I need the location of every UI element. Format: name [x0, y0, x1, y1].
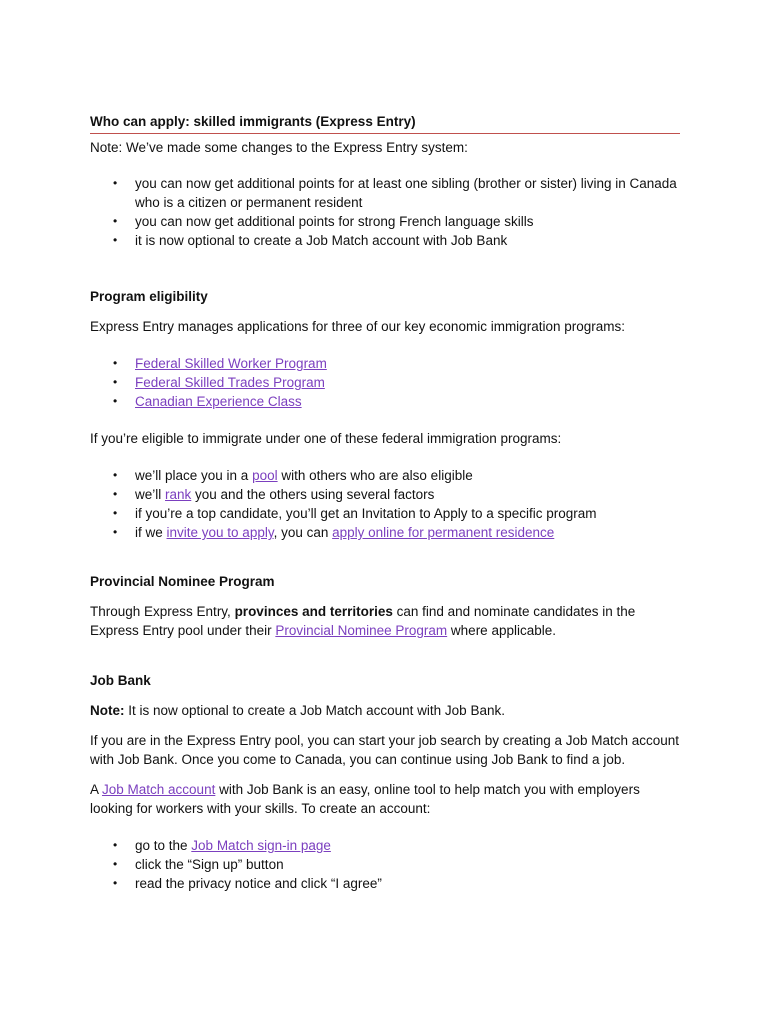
title-block — [90, 112, 680, 134]
list-item — [90, 523, 680, 542]
list-item — [90, 392, 680, 411]
bullet-icon: • — [113, 375, 118, 389]
jobbank-paragraph-2 — [90, 780, 680, 818]
bullet-icon: • — [113, 506, 118, 520]
bullet-icon: • — [113, 233, 118, 247]
list-item — [90, 373, 680, 392]
link-invite-you-to-apply[interactable]: invite you to apply — [166, 525, 274, 540]
pnp-heading: Provincial Nominee Program — [90, 574, 275, 589]
text-segment: It is now optional to create a Job Match account with Job Bank. — [124, 703, 505, 718]
list-item — [90, 836, 680, 855]
bullet-icon: • — [113, 487, 118, 501]
link-federal-skilled-worker[interactable]: Federal Skilled Worker Program — [135, 356, 327, 371]
link-canadian-experience-class[interactable]: Canadian Experience Class — [135, 394, 302, 409]
link-federal-skilled-trades[interactable]: Federal Skilled Trades Program — [135, 375, 325, 390]
jobbank-heading: Job Bank — [90, 673, 151, 688]
link-job-match-sign-in[interactable]: Job Match sign-in page — [191, 838, 331, 853]
text-segment: can find and nominate candidates in the Express Entry pool under their — [90, 604, 636, 638]
list-item-text: click the “Sign up” button — [135, 857, 284, 872]
bullet-icon: • — [113, 525, 118, 539]
text-segment: , you can — [273, 525, 333, 540]
list-item-text: it is now optional to create a Job Match account with Job Bank — [135, 233, 508, 248]
bullet-icon: • — [113, 857, 118, 871]
text-segment: if we — [135, 525, 167, 540]
link-provincial-nominee-program[interactable]: Provincial Nominee Program — [275, 623, 448, 638]
document-page — [90, 112, 680, 893]
list-item — [90, 466, 680, 485]
list-item — [90, 212, 680, 231]
bullet-icon: • — [113, 468, 118, 482]
bullet-icon: • — [113, 356, 118, 370]
list-item — [90, 485, 680, 504]
list-item — [90, 504, 680, 523]
list-item-text: read the privacy notice and click “I agree” — [135, 876, 382, 891]
eligibility-heading: Program eligibility — [90, 289, 208, 304]
pnp-paragraph — [90, 602, 680, 640]
jobbank-steps-list — [90, 836, 680, 893]
bold-text: provinces and territories — [234, 604, 393, 619]
link-job-match-account[interactable]: Job Match account — [102, 782, 216, 797]
page-title: Who can apply: skilled immigrants (Express Entry) — [90, 114, 416, 129]
link-rank[interactable]: rank — [165, 487, 192, 502]
bullet-icon: • — [113, 394, 118, 408]
list-item — [90, 874, 680, 893]
text-segment: we’ll place you in a — [135, 468, 253, 483]
bullet-icon: • — [113, 214, 118, 228]
text-segment: we’ll — [135, 487, 166, 502]
list-item — [90, 231, 680, 250]
link-apply-online-permanent-residence[interactable]: apply online for permanent residence — [332, 525, 555, 540]
programs-list — [90, 354, 680, 411]
text-segment: with others who are also eligible — [277, 468, 473, 483]
note-label: Note: — [90, 703, 125, 718]
link-pool[interactable]: pool — [252, 468, 278, 483]
list-item-text: you can now get additional points for strong French language skills — [135, 214, 534, 229]
list-item-text: you can now get additional points for at least one sibling (brother or sister) living in Canada who is a citizen or permanent resident — [135, 176, 677, 210]
eligibility-intro: Express Entry manages applications for three of our key economic immigration programs: — [90, 319, 625, 334]
text-segment: where applicable. — [447, 623, 556, 638]
bullet-icon: • — [113, 838, 118, 852]
list-item — [90, 174, 680, 212]
text-segment: with Job Bank is an easy, online tool to help match you with employers looking for workers with your skills. To create an account: — [90, 782, 640, 816]
text-segment: Through Express Entry, — [90, 604, 235, 619]
text-segment: you and the others using several factors — [191, 487, 435, 502]
list-item — [90, 855, 680, 874]
eligibility-followup: If you’re eligible to immigrate under one of these federal immigration programs: — [90, 431, 562, 446]
text-segment: A — [90, 782, 103, 797]
text-segment: go to the — [135, 838, 192, 853]
jobbank-paragraph-1: If you are in the Express Entry pool, you can start your job search by creating a Job Match account with Job Bank. Once you come to Canada, you can continue using Job Bank to find a job. — [90, 733, 680, 767]
list-item-text: if you’re a top candidate, you’ll get an Invitation to Apply to a specific program — [135, 506, 597, 521]
list-item — [90, 354, 680, 373]
steps-list — [90, 466, 680, 542]
jobbank-note — [90, 701, 680, 720]
note-intro: Note: We’ve made some changes to the Express Entry system: — [90, 140, 468, 155]
bullet-icon: • — [113, 876, 118, 890]
bullet-icon: • — [113, 176, 118, 190]
changes-list — [90, 174, 680, 250]
